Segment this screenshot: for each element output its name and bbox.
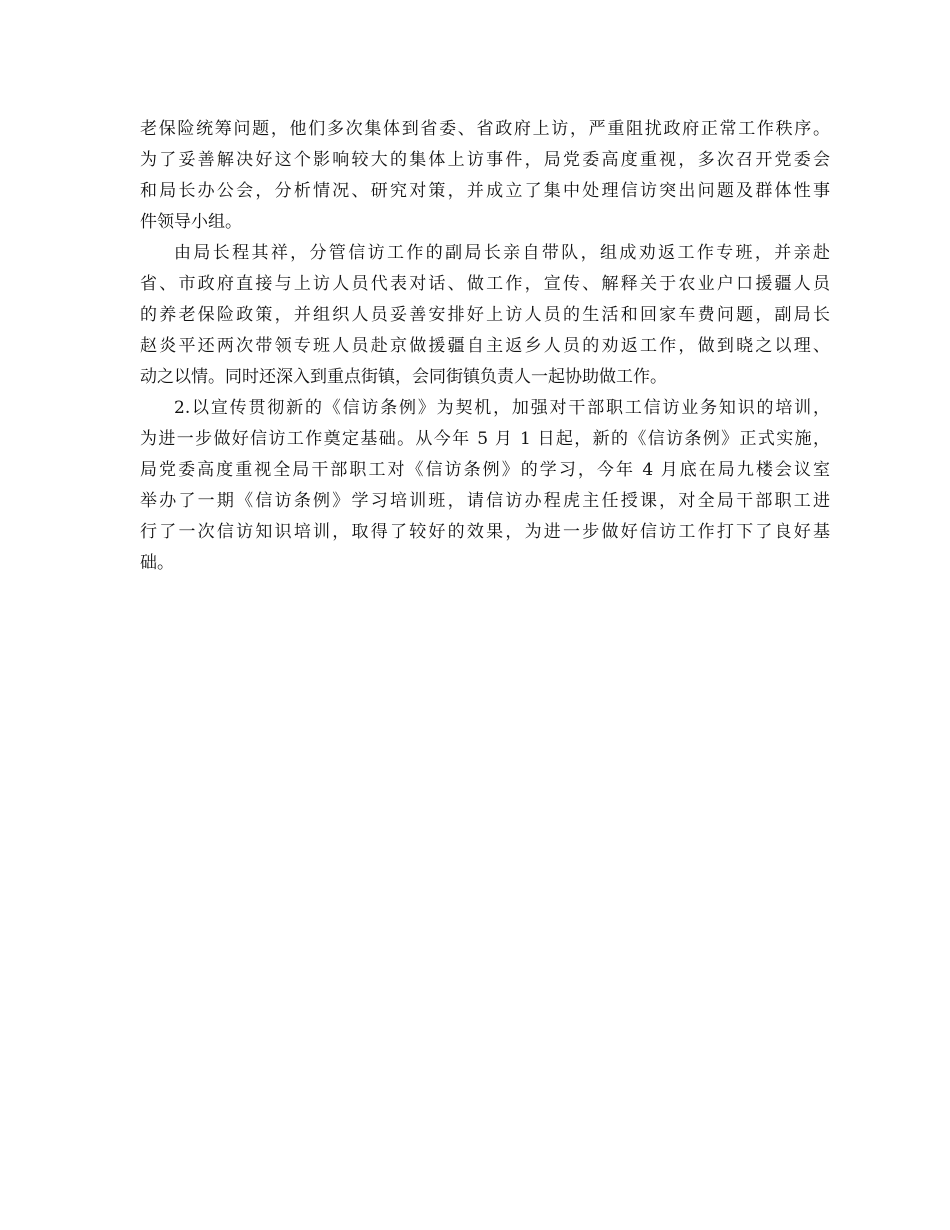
paragraph-line: 举办了一期《信访条例》学习培训班，请信访办程虎主任授课，对全局干部职工进 [140,491,830,511]
paragraph-line: 2.以宣传贯彻新的《信访条例》为契机，加强对干部职工信访业务知识的培训， [174,398,830,418]
paragraph-line: 件领导小组。 [140,212,242,232]
paragraph-line: 动之以情。同时还深入到重点街镇，会同街镇负责人一起协助做工作。 [140,367,667,387]
paragraph-3 [140,393,830,579]
paragraph-line: 省、市政府直接与上访人员代表对话、做工作，宣传、解释关于农业户口援疆人员 [140,274,830,294]
paragraph-line: 局党委高度重视全局干部职工对《信访条例》的学习，今年 4 月底在局九楼会议室 [140,460,830,480]
paragraph-2 [140,238,830,393]
paragraph-1 [140,114,830,238]
paragraph-line: 为了妥善解决好这个影响较大的集体上访事件，局党委高度重视，多次召开党委会 [140,150,830,170]
paragraph-line: 行了一次信访知识培训，取得了较好的效果，为进一步做好信访工作打下了良好基 [140,522,830,542]
paragraph-line: 赵炎平还两次带领专班人员赴京做援疆自主返乡人员的劝返工作，做到晓之以理、 [140,336,830,356]
document-body [140,114,830,579]
paragraph-line: 由局长程其祥，分管信访工作的副局长亲自带队，组成劝返工作专班，并亲赴 [174,243,830,263]
paragraph-line: 为进一步做好信访工作奠定基础。从今年 5 月 1 日起，新的《信访条例》正式实施， [140,429,830,449]
paragraph-line: 础。 [140,553,174,573]
paragraph-line: 老保险统筹问题，他们多次集体到省委、省政府上访，严重阻扰政府正常工作秩序。 [140,119,830,139]
paragraph-line: 和局长办公会，分析情况、研究对策，并成立了集中处理信访突出问题及群体性事 [140,181,830,201]
paragraph-line: 的养老保险政策，并组织人员妥善安排好上访人员的生活和回家车费问题，副局长 [140,305,830,325]
